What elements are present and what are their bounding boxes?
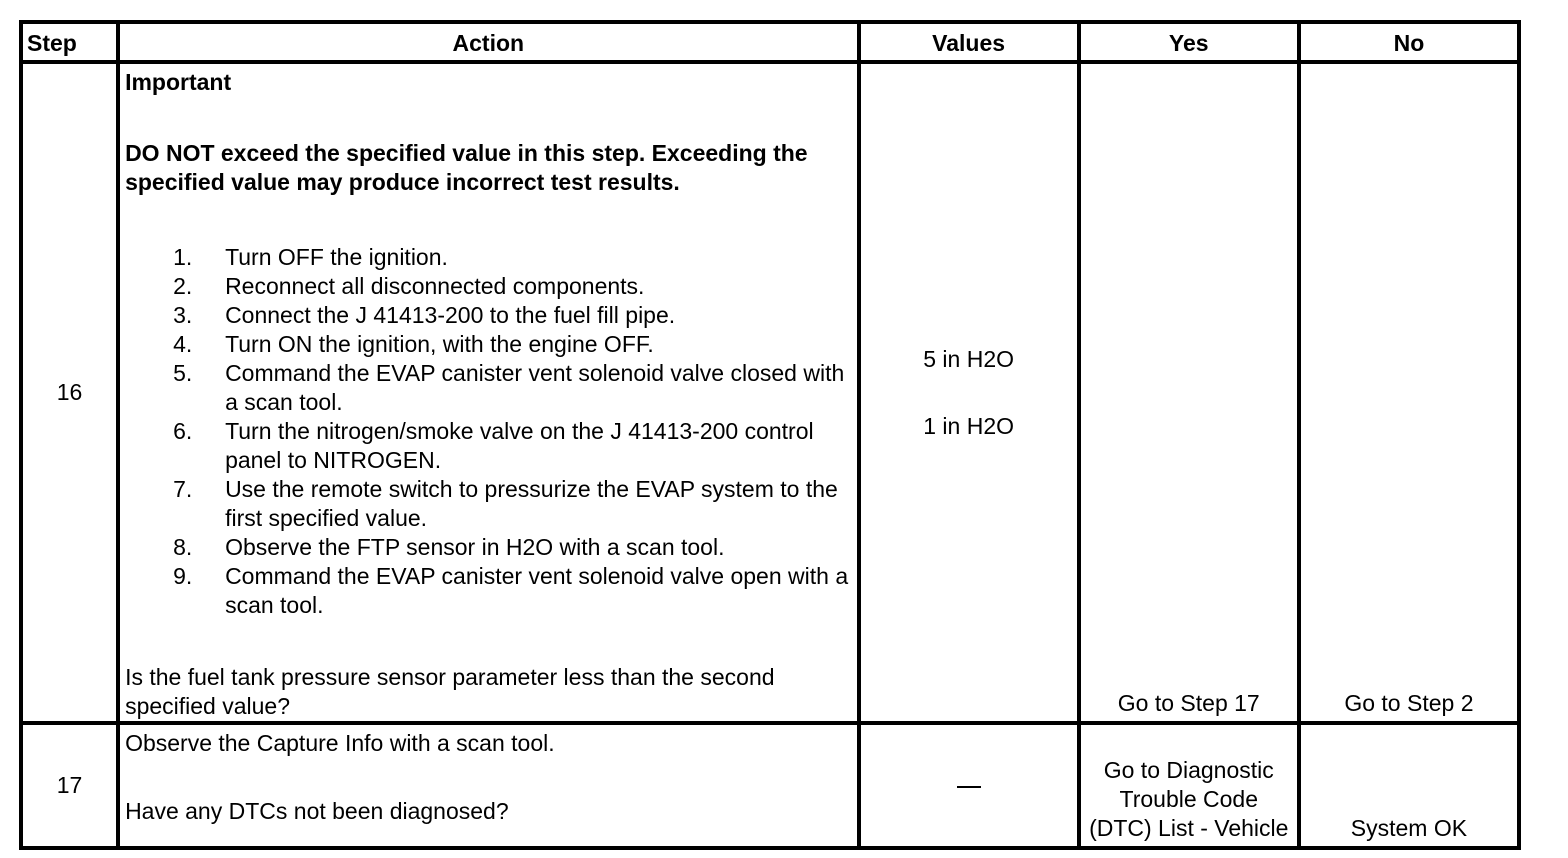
list-item	[125, 359, 851, 417]
list-item-number: 8.	[173, 534, 193, 560]
second-specified-value: 1 in H2O	[923, 412, 1014, 439]
list-item	[125, 330, 851, 359]
list-item-number: 1.	[173, 244, 193, 270]
yes-result: Go to Step 17	[1079, 62, 1299, 723]
list-item-text: Use the remote switch to pressurize the EVAP system to the first specified value.	[225, 476, 838, 531]
test-question: Have any DTCs not been diagnosed?	[125, 798, 509, 824]
no-result: Go to Step 2	[1299, 62, 1519, 723]
header-no: No	[1299, 22, 1519, 62]
list-item-text: Reconnect all disconnected components.	[225, 273, 645, 299]
list-item-text: Turn the nitrogen/smoke valve on the J 41413-200 control panel to NITROGEN.	[225, 418, 814, 473]
list-item	[125, 562, 851, 620]
list-item-number: 5.	[173, 360, 193, 386]
list-item	[125, 475, 851, 533]
values-cell	[859, 62, 1079, 723]
step-number: 17	[21, 723, 118, 848]
action-cell	[118, 723, 858, 848]
yes-result: Go to Diagnostic Trouble Code (DTC) List - Vehicle	[1079, 723, 1299, 848]
list-item-number: 7.	[173, 476, 193, 502]
list-item-number: 3.	[173, 302, 193, 328]
table-row-step-16	[21, 62, 1519, 723]
list-item-number: 9.	[173, 563, 193, 589]
diagnostic-table	[19, 20, 1521, 850]
list-item	[125, 301, 851, 330]
list-item-text: Connect the J 41413-200 to the fuel fill pipe.	[225, 302, 676, 328]
list-item-number: 4.	[173, 331, 193, 357]
list-item-number: 2.	[173, 273, 193, 299]
list-item-text: Command the EVAP canister vent solenoid valve closed with a scan tool.	[225, 360, 845, 415]
values-cell	[859, 723, 1079, 848]
list-item	[125, 533, 851, 562]
action-cell	[118, 62, 858, 723]
list-item	[125, 272, 851, 301]
table-row-step-17	[21, 723, 1519, 848]
list-item-text: Command the EVAP canister vent solenoid valve open with a scan tool.	[225, 563, 849, 618]
list-item-number: 6.	[173, 418, 193, 444]
header-row	[21, 22, 1519, 62]
header-values: Values	[859, 22, 1079, 62]
header-action: Action	[118, 22, 858, 62]
list-item	[125, 243, 851, 272]
first-specified-value: 5 in H2O	[923, 345, 1014, 372]
important-label: Important	[125, 69, 232, 95]
list-item-text: Turn OFF the ignition.	[225, 244, 448, 270]
step-number: 16	[21, 62, 118, 723]
list-item-text: Turn ON the ignition, with the engine OFF.	[225, 331, 654, 357]
important-notice: DO NOT exceed the specified value in this step. Exceeding the specified value may produce incorrect test results.	[125, 140, 808, 195]
observe-instruction: Observe the Capture Info with a scan tool.	[125, 730, 555, 756]
test-question: Is the fuel tank pressure sensor parameter less than the second specified value?	[125, 664, 775, 719]
procedure-list	[125, 243, 851, 620]
header-yes: Yes	[1079, 22, 1299, 62]
header-step: Step	[21, 22, 118, 62]
list-item	[125, 417, 851, 475]
no-result: System OK	[1299, 723, 1519, 848]
em-dash-icon	[957, 786, 981, 788]
list-item-text: Observe the FTP sensor in H2O with a scan tool.	[225, 534, 725, 560]
